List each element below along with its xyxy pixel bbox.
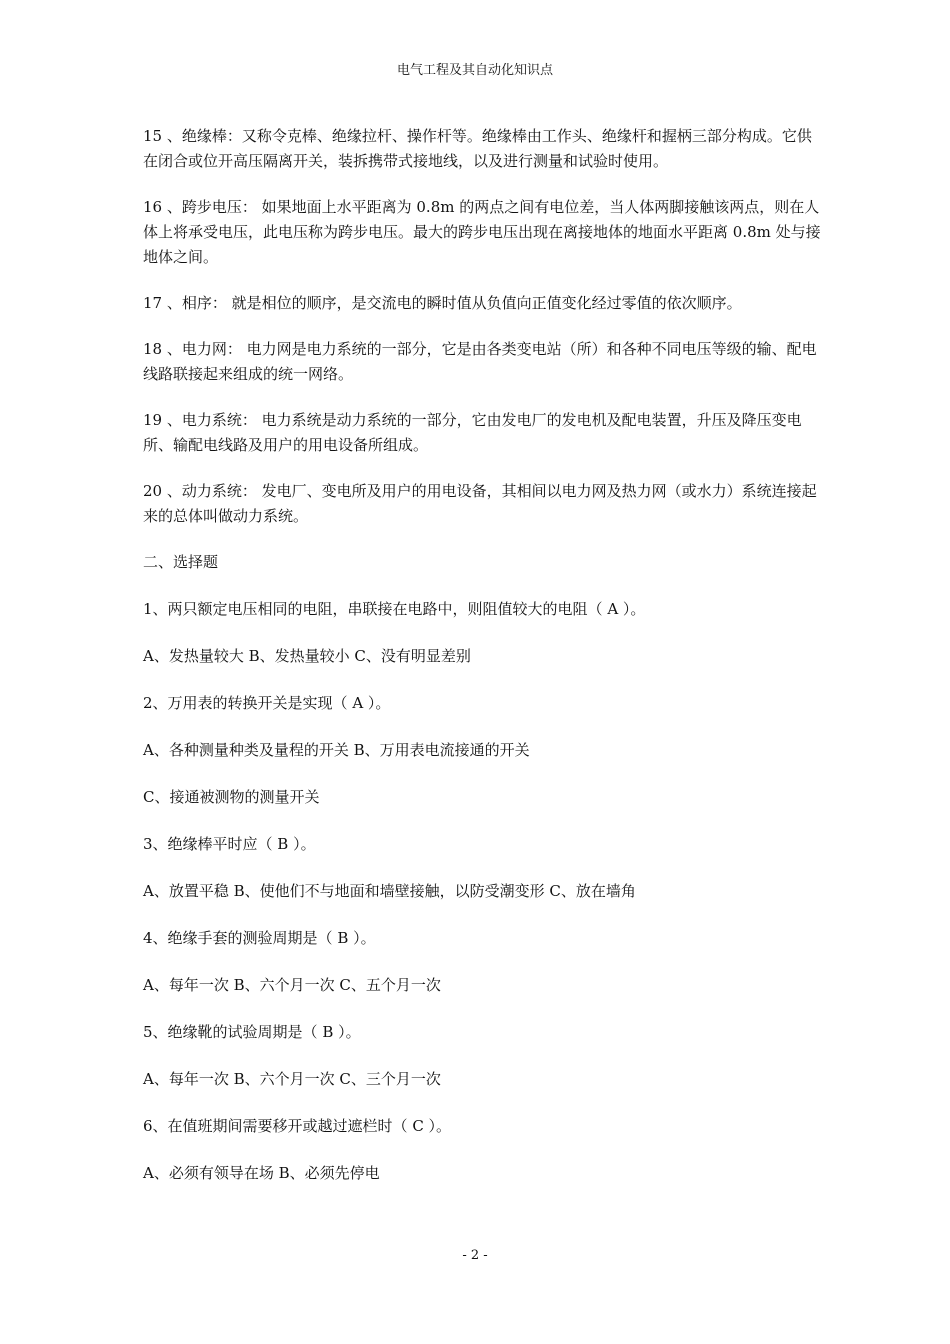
paragraph-20: 20 、动力系统： 发电厂、变电所及用户的用电设备，其相间以电力网及热力网（或水力）系统连接起来的总体叫做动力系统。 [143,482,817,525]
question-5: 5、绝缘靴的试验周期是（ B ）。 [143,1023,361,1041]
question-5-options: A、每年一次 B、六个月一次 C、三个月一次 [143,1070,441,1088]
question-3: 3、绝缘棒平时应（ B ）。 [143,835,316,853]
question-4-options: A、每年一次 B、六个月一次 C、五个月一次 [143,976,441,994]
question-1: 1、两只额定电压相同的电阻，串联接在电路中，则阻值较大的电阻（ A ）。 [143,600,646,618]
question-2: 2、万用表的转换开关是实现（ A ）。 [143,694,391,712]
question-1-options: A、发热量较大 B、发热量较小 C、没有明显差别 [143,647,471,665]
page-number: - 2 - [462,1248,488,1263]
page-header: 电气工程及其自动化知识点 [396,63,553,78]
question-4: 4、绝缘手套的测验周期是（ B ）。 [143,929,376,947]
question-6: 6、在值班期间需要移开或越过遮栏时（ C ）。 [143,1117,452,1135]
question-6-options: A、必须有领导在场 B、必须先停电 [143,1164,380,1182]
section-heading-choice: 二、选择题 [143,553,219,571]
paragraph-15: 15 、绝缘棒：又称令克棒、绝缘拉杆、操作杆等。绝缘棒由工作头、绝缘杆和握柄三部分构成。它供在闭合或位开高压隔离开关，装拆携带式接地线，以及进行测量和试验时使用。 [143,127,812,170]
document-body [143,124,823,1186]
paragraph-19: 19 、电力系统： 电力系统是动力系统的一部分，它由发电厂的发电机及配电装置，升压及降压变电所、输配电线路及用户的用电设备所组成。 [143,411,802,454]
question-2-options-ab: A、各种测量种类及量程的开关 B、万用表电流接通的开关 [143,741,530,759]
question-3-options: A、放置平稳 B、使他们不与地面和墙壁接触，以防受潮变形 C、放在墙角 [143,882,636,900]
paragraph-18: 18 、电力网： 电力网是电力系统的一部分，它是由各类变电站（所）和各种不同电压等级的输、配电线路联接起来组成的统一网络。 [143,340,817,383]
paragraph-17: 17 、相序： 就是相位的顺序，是交流电的瞬时值从负值向正值变化经过零值的依次顺序。 [143,294,742,312]
question-2-option-c: C、接通被测物的测量开关 [143,788,320,806]
paragraph-16: 16 、跨步电压： 如果地面上水平距离为 0.8m 的两点之间有电位差，当人体两脚接触该两点，则在人体上将承受电压，此电压称为跨步电压。最大的跨步电压出现在离接地体的地面水平距离 0.8m 处与接地体之间。 [143,198,821,266]
